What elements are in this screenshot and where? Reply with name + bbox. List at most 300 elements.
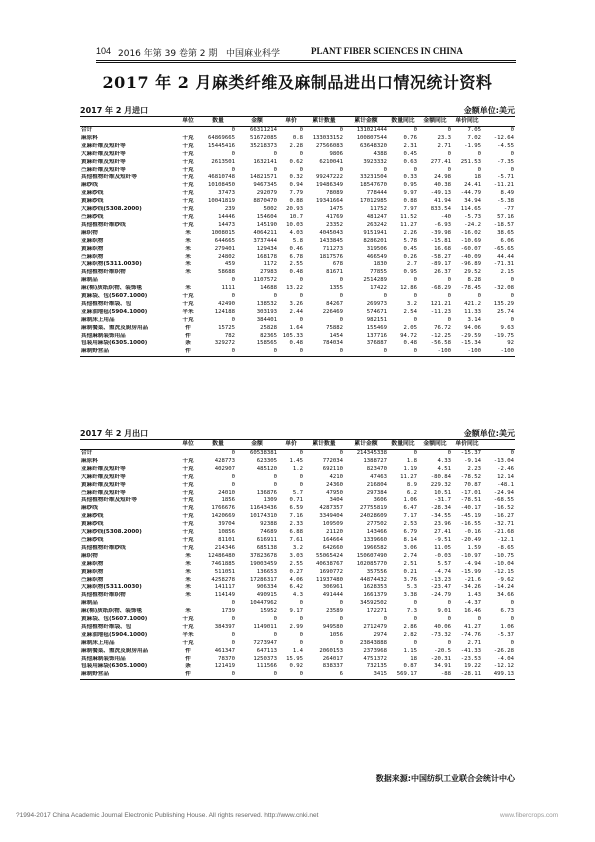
table-row	[80, 450, 515, 458]
table-cell: 823470	[366, 465, 387, 472]
table-cell: 0	[388, 348, 418, 356]
item-name: 麻制品	[81, 600, 98, 607]
item-unit: 千克	[182, 623, 194, 630]
table-cell: 0	[231, 473, 235, 480]
table-cell: -78.51	[460, 497, 481, 504]
table-cell: 1388727	[363, 457, 387, 464]
table-cell: 8286201	[363, 237, 387, 244]
item-name: 大麻织物(5311.0030)	[81, 584, 142, 591]
table-cell: 23352	[326, 221, 343, 228]
table-cell: 92	[507, 340, 514, 347]
table-cell: 0.76	[403, 134, 417, 141]
table-cell: 24360	[326, 481, 343, 488]
header-rule	[96, 60, 516, 61]
item-unit	[176, 600, 200, 608]
table-cell: -4.04	[497, 655, 514, 662]
table-cell: -12.15	[493, 568, 514, 575]
table-cell: 3923332	[363, 158, 387, 165]
item-unit: 千克	[182, 142, 194, 149]
table-cell: 78089	[326, 190, 343, 197]
table-cell: 26.37	[434, 269, 451, 276]
table-row	[80, 482, 515, 490]
table-cell: 82365	[260, 332, 277, 339]
table-cell: -19.75	[493, 332, 514, 339]
table-cell: 2.23	[467, 465, 481, 472]
table-cell: 15445416	[208, 142, 235, 149]
item-name: 亚麻纱线	[81, 513, 104, 520]
table-row	[80, 135, 515, 143]
table-cell: 251.53	[460, 158, 481, 165]
table-cell: 214346	[214, 544, 235, 551]
table-cell: 0	[231, 616, 235, 623]
column-header: 单价同比	[452, 440, 482, 450]
table-cell: 711273	[322, 245, 343, 252]
table-cell: 25828	[260, 324, 277, 331]
table-cell: 9.97	[403, 190, 417, 197]
item-unit: 平米	[182, 631, 194, 638]
table-cell: 34.91	[434, 663, 451, 670]
table-cell: -9.51	[434, 536, 451, 543]
table-cell: -100	[482, 348, 515, 356]
table-cell: -7.35	[497, 158, 514, 165]
table-cell: 27983	[260, 269, 277, 276]
table-cell: 11937480	[316, 576, 343, 583]
table-cell: 0	[447, 166, 451, 173]
table-cell: -88	[418, 671, 452, 679]
table-cell: 0	[273, 481, 277, 488]
item-name: 麻制餐桌、盥洗及厨房用品	[81, 647, 149, 654]
table-cell: 1008015	[211, 229, 235, 236]
table-cell: 34.66	[497, 592, 514, 599]
item-unit: 千克	[182, 221, 194, 228]
table-cell: 11.52	[400, 213, 417, 220]
table-cell: 428773	[214, 457, 235, 464]
item-name: 其他植物纤维纱线	[81, 544, 126, 551]
table-cell: -78.52	[460, 473, 481, 480]
table-cell: 0	[339, 166, 343, 173]
table-cell: 44874432	[360, 576, 387, 583]
table-cell: 24010	[218, 489, 235, 496]
table-cell: 114149	[214, 592, 235, 599]
table-cell: 0	[447, 450, 451, 456]
table-cell: 0	[299, 127, 303, 133]
table-cell: 4751372	[363, 655, 387, 662]
table-cell: 2.71	[437, 142, 451, 149]
item-name: 苎麻织物	[81, 253, 104, 260]
table-cell: 133033152	[312, 134, 343, 141]
table-row	[80, 151, 515, 159]
item-unit: 米	[185, 285, 191, 292]
table-cell: 0.92	[289, 663, 303, 670]
table-cell: 0	[510, 450, 514, 456]
item-unit: 千克	[182, 639, 194, 646]
table-cell: 0	[299, 600, 303, 607]
column-header: 数量同比	[388, 440, 418, 450]
table-cell: 490915	[256, 592, 277, 599]
item-unit	[176, 127, 200, 135]
table-cell: 150607490	[356, 552, 387, 559]
table-cell: 0.45	[403, 150, 417, 157]
item-unit: 千克	[182, 521, 194, 528]
table-cell: 34592502	[360, 600, 387, 607]
table-row	[80, 309, 515, 317]
table-cell: 44.44	[497, 253, 514, 260]
table-cell: 10174310	[250, 513, 277, 520]
item-name: 麻(棉)质纸织物、装饰毯	[81, 285, 143, 292]
table-row	[80, 656, 515, 664]
item-unit: 米	[185, 552, 191, 559]
table-row	[80, 301, 515, 309]
item-name: 黄麻纱线	[81, 521, 104, 528]
item-unit: 米	[185, 576, 191, 583]
table-cell: 0	[231, 293, 235, 300]
item-name: 其他植物纤维及短纤等	[81, 497, 137, 504]
table-cell: 0	[413, 316, 417, 323]
table-cell: 2613501	[211, 158, 235, 165]
table-cell: 121.21	[430, 300, 451, 307]
column-header	[80, 117, 176, 127]
table-cell: 2.44	[289, 308, 303, 315]
column-header: 金额同比	[418, 117, 452, 127]
table-cell: 135.29	[493, 300, 514, 307]
table-cell: 2.51	[403, 560, 417, 567]
column-header: 金额	[236, 440, 278, 450]
table-cell: 24028609	[360, 513, 387, 520]
column-header: 累计金额	[344, 440, 388, 450]
item-name: 苎麻纤维及短纤等	[81, 166, 126, 173]
table-cell: 7461885	[211, 560, 235, 567]
table-cell: 0.62	[289, 158, 303, 165]
table-cell: -39.98	[430, 229, 451, 236]
table-cell: -16.02	[460, 229, 481, 236]
table-cell: 949580	[322, 623, 343, 630]
table-cell: 906334	[256, 584, 277, 591]
export-unit-label: 金额单位:美元	[463, 429, 515, 438]
table-cell: 81671	[326, 269, 343, 276]
table-row	[80, 521, 515, 529]
table-cell: 2974	[373, 631, 387, 638]
table-cell: 306961	[322, 584, 343, 591]
table-cell: 92388	[260, 521, 277, 528]
column-header: 单位	[176, 440, 200, 450]
item-unit: 千克	[182, 497, 194, 504]
table-cell: 41.94	[434, 198, 451, 205]
table-cell: 124188	[214, 308, 235, 315]
table-cell: 37473	[218, 190, 235, 197]
table-cell: 0	[339, 127, 343, 133]
table-cell: 2.71	[467, 639, 481, 646]
table-row	[80, 167, 515, 175]
item-name: 苎麻纱线	[81, 213, 104, 220]
table-cell: 8870470	[253, 198, 277, 205]
table-cell: 6.2	[406, 489, 417, 496]
table-cell: -1.95	[464, 142, 481, 149]
table-cell: 2.26	[403, 229, 417, 236]
table-cell: -10.04	[493, 560, 514, 567]
table-cell: -45.19	[460, 513, 481, 520]
table-cell: 19003459	[250, 560, 277, 567]
table-cell: 34.94	[464, 198, 481, 205]
table-row	[80, 466, 515, 474]
item-unit: 千克	[182, 213, 194, 220]
table-cell: 2.15	[500, 269, 514, 276]
table-cell: 9151941	[363, 229, 387, 236]
table-cell: 0	[273, 166, 277, 173]
table-cell: 277502	[366, 521, 387, 528]
copyright-footer: ?1994-2017 China Academic Journal Electronic Publishing House. All rights reserved. http://www.cnki.net	[16, 812, 319, 819]
item-unit: 米	[185, 245, 191, 252]
item-unit: 千克	[182, 544, 194, 551]
item-name: 亚麻纤维及短纤等	[81, 142, 126, 149]
table-cell: 1830	[373, 261, 387, 268]
table-cell: 0	[447, 277, 451, 284]
table-cell: 1107572	[253, 277, 277, 284]
table-cell: -34.26	[460, 584, 481, 591]
table-cell: -34.55	[430, 513, 451, 520]
table-row	[80, 269, 515, 277]
table-cell: 41.27	[464, 623, 481, 630]
item-unit: 千克	[182, 158, 194, 165]
item-name: 合计	[81, 450, 93, 456]
item-name: 麻制野营品	[80, 671, 176, 679]
table-row	[80, 190, 515, 198]
table-cell: -5.37	[497, 631, 514, 638]
item-name: 其他植物纤维及短纤等	[81, 174, 137, 181]
table-cell: 481247	[366, 213, 387, 220]
table-cell: 143466	[366, 529, 387, 536]
header-rule-2	[96, 62, 516, 63]
item-name: 其他麻制装饰用品	[81, 655, 126, 662]
table-cell: 0	[231, 639, 235, 646]
table-cell: -4.55	[497, 142, 514, 149]
item-name: 麻原料	[81, 134, 98, 141]
table-cell: 0	[339, 450, 343, 456]
table-cell: -68.55	[493, 497, 514, 504]
table-cell: 18	[410, 655, 417, 662]
table-cell: 647113	[256, 647, 277, 654]
item-unit: 米	[185, 584, 191, 591]
table-cell: -5.73	[464, 213, 481, 220]
item-unit: 米	[185, 568, 191, 575]
table-cell: 569.17	[388, 671, 418, 679]
table-cell: 623305	[256, 457, 277, 464]
item-unit: 件	[176, 671, 200, 679]
item-name: 麻织物	[81, 229, 98, 236]
table-cell: -58.27	[430, 253, 451, 260]
table-cell: 11.27	[400, 473, 417, 480]
table-cell: 0	[299, 293, 303, 300]
table-cell: 14473	[218, 221, 235, 228]
item-unit: 千克	[182, 293, 194, 300]
table-cell: 9.63	[500, 324, 514, 331]
table-cell: 18547670	[360, 182, 387, 189]
item-unit: 千克	[182, 316, 194, 323]
table-cell: 6.42	[289, 584, 303, 591]
table-cell: -4.94	[464, 560, 481, 567]
item-name: 包装用麻袋(6305.1000)	[81, 663, 148, 670]
table-cell: 24.98	[434, 174, 451, 181]
table-row	[80, 317, 515, 325]
table-cell: 2.53	[403, 521, 417, 528]
table-cell: 2.99	[289, 623, 303, 630]
table-cell: 11.33	[464, 308, 481, 315]
table-cell: 0	[278, 348, 304, 356]
table-cell: 21120	[326, 529, 343, 536]
table-cell: 1966582	[363, 544, 387, 551]
table-cell: -2.46	[497, 465, 514, 472]
table-cell: 47463	[370, 473, 387, 480]
table-cell: 1.15	[403, 647, 417, 654]
item-name: 麻原料	[81, 457, 98, 464]
table-cell: -5.71	[497, 174, 514, 181]
table-cell: 0	[304, 348, 344, 356]
table-row	[80, 127, 515, 135]
table-cell: 782	[224, 332, 235, 339]
item-name: 亚麻织物	[81, 560, 104, 567]
item-unit: 千克	[182, 134, 194, 141]
table-cell: 102085770	[356, 560, 387, 567]
column-header: 数量	[200, 440, 236, 450]
table-cell: -9.14	[464, 457, 481, 464]
table-cell: -40.09	[460, 253, 481, 260]
table-cell: 229.32	[430, 481, 451, 488]
item-name: 麻制床上用品	[81, 316, 115, 323]
table-cell: 155469	[366, 324, 387, 331]
table-cell: 5002	[263, 206, 277, 213]
table-row	[80, 616, 515, 624]
table-cell: 2.31	[403, 142, 417, 149]
table-cell: 574671	[366, 308, 387, 315]
table-cell: 0	[477, 616, 481, 623]
table-cell: 0.88	[403, 198, 417, 205]
item-name: 亚麻油地毡(5904.1000)	[81, 631, 148, 638]
column-header: 单价同比	[452, 117, 482, 127]
table-cell: 292079	[256, 190, 277, 197]
table-row	[80, 293, 515, 301]
table-cell: 491444	[322, 592, 343, 599]
table-cell: 6.78	[289, 253, 303, 260]
table-cell: 0	[299, 639, 303, 646]
table-cell: 384397	[214, 623, 235, 630]
item-unit: 千克	[182, 473, 194, 480]
item-unit	[176, 450, 200, 458]
table-header-row	[80, 117, 515, 127]
item-name: 黄麻织物	[81, 568, 104, 575]
item-name: 麻制餐桌、盥洗及厨房用品	[81, 324, 149, 331]
item-name: 大麻纱线(5308.2000)	[81, 206, 142, 213]
table-cell: 616911	[256, 536, 277, 543]
table-cell: 0	[299, 473, 303, 480]
table-cell: 27.41	[434, 529, 451, 536]
import-table	[80, 116, 515, 357]
table-cell: 10856	[218, 529, 235, 536]
table-cell: 40.38	[434, 182, 451, 189]
table-cell: 0.48	[289, 269, 303, 276]
table-cell: 644665	[214, 237, 235, 244]
table-cell: 0	[447, 293, 451, 300]
item-unit: 千克	[182, 198, 194, 205]
table-cell: 0	[510, 293, 514, 300]
table-cell: 329272	[214, 340, 235, 347]
table-cell: 1.06	[403, 497, 417, 504]
table-cell: 136876	[256, 489, 277, 496]
table-cell: 8.14	[403, 536, 417, 543]
table-cell: 38.65	[497, 229, 514, 236]
table-row	[80, 222, 515, 230]
column-header: 数量	[200, 117, 236, 127]
table-row	[80, 497, 515, 505]
table-cell: 778444	[366, 190, 387, 197]
table-cell: -100	[452, 348, 482, 356]
table-cell: -14.24	[493, 584, 514, 591]
table-cell: 303193	[256, 308, 277, 315]
item-name: 苎麻织物	[81, 576, 104, 583]
table-row	[80, 537, 515, 545]
table-row	[80, 505, 515, 513]
table-cell: 297384	[366, 489, 387, 496]
table-row	[80, 325, 515, 333]
table-cell: 46810748	[208, 174, 235, 181]
table-cell: -29.59	[460, 332, 481, 339]
table-cell: 0	[447, 616, 451, 623]
table-cell: 100807544	[356, 134, 387, 141]
table-cell: 1.43	[467, 592, 481, 599]
table-row	[80, 632, 515, 640]
table-cell: 5.3	[406, 584, 417, 591]
table-cell: 0.32	[289, 174, 303, 181]
table-cell: -4.74	[434, 568, 451, 575]
import-section-label: 2017 年 2 月进口	[80, 106, 149, 115]
table-cell: 838337	[322, 663, 343, 670]
table-cell: 18	[474, 174, 481, 181]
table-cell: 0.45	[403, 245, 417, 252]
table-cell: 0	[447, 639, 451, 646]
table-cell: -31.7	[434, 497, 451, 504]
table-cell: 4.3	[292, 592, 303, 599]
table-cell: 216804	[366, 481, 387, 488]
item-name: 麻纱线	[81, 182, 98, 189]
table-cell: -8.65	[497, 544, 514, 551]
table-cell: 0	[413, 166, 417, 173]
table-cell: -20.31	[430, 655, 451, 662]
table-cell: 77855	[370, 269, 387, 276]
table-cell: 0.71	[289, 497, 303, 504]
table-cell: 4258278	[211, 576, 235, 583]
table-cell: -48.1	[497, 481, 514, 488]
table-cell: 0	[477, 166, 481, 173]
table-cell: 7.02	[467, 134, 481, 141]
table-cell: 1454	[329, 332, 343, 339]
table-cell: 5.7	[292, 489, 303, 496]
table-cell: 6210041	[319, 158, 343, 165]
item-name: 其他植物纤维袋、包	[81, 623, 132, 630]
table-cell: 226469	[322, 308, 343, 315]
table-cell: 6.73	[500, 608, 514, 615]
column-header	[482, 440, 515, 450]
table-cell: 33231504	[360, 174, 387, 181]
table-cell: 17012985	[360, 198, 387, 205]
table-cell: -32.08	[493, 285, 514, 292]
table-cell: 19.22	[464, 663, 481, 670]
table-cell: 78370	[218, 655, 235, 662]
table-cell: 319506	[366, 245, 387, 252]
table-cell: 11.05	[434, 544, 451, 551]
table-cell: 0	[236, 671, 278, 679]
table-cell: -16.55	[460, 521, 481, 528]
table-row	[80, 529, 515, 537]
table-cell: 114.65	[460, 206, 481, 213]
item-name: 黄麻纤维及短纤等	[81, 481, 126, 488]
